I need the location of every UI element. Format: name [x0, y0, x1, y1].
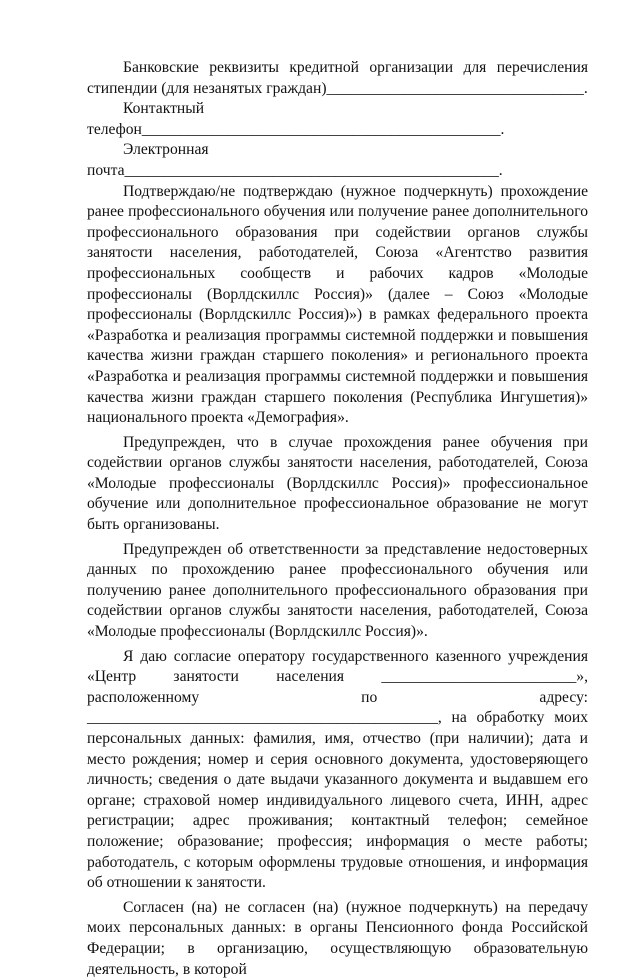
- contact-phone-line: Контактный телефон______________________________________________.: [87, 100, 505, 138]
- bank-details-line: Банковские реквизиты кредитной организации для перечисления стипендии (для незанятых граждан)_________________________________.: [87, 59, 588, 97]
- responsibility-paragraph: Предупрежден об ответственности за представление недостоверных данных по прохождению ранее профессионального обучения или получению ранее дополнительного профессионального образования при содействии органов службы занятости населения, работодателей, Союза «Молодые профессионалы (Ворлдскиллс Россия)».: [87, 540, 588, 641]
- consent-paragraph: Я даю согласие оператору государственного казенного учреждения «Центр занятости населения _________________________», расположенному по адресу: _____________________________________________, на обработку моих персональных данных: фамилия, имя, отчество (при наличии); дата и место рождения; номер и серия основного документа, удостоверяющего личность; сведения о дате выдачи указанного документа и выдавшем его органе; страховой номер индивидуального лицевого счета, ИНН, адрес регистрации; адрес проживания; контактный телефон; семейное положение; образование; профессия; информация о месте работы; работодатель, с которым оформлены трудовые отношения, и информация об отношении к занятости.: [87, 647, 588, 892]
- data-transfer-paragraph: Согласен (на) не согласен (на) (нужное подчеркнуть) на передачу моих персональных данных: в органы Пенсионного фонда Российской Федерации; в организацию, осуществляющую образовательную деятельность, в которой: [87, 898, 588, 978]
- warning-paragraph: Предупрежден, что в случае прохождения ранее обучения при содействии органов службы занятости населения, работодателей, Союза «Молодые профессионалы (Ворлдскиллс Россия)» профессиональное обучение или дополнительное профессиональное образование не могут быть организованы.: [87, 433, 588, 534]
- email-line: Электронная почта________________________________________________.: [87, 141, 503, 179]
- confirmation-paragraph: Подтверждаю/не подтверждаю (нужное подчеркнуть) прохождение ранее профессионального обучения или получение ранее дополнительного профессионального образования при содействии органов службы занятости населения, работодателей, Союза «Агентство развития профессиональных сообществ и рабочих кадров «Молодые профессионалы (Ворлдскиллс Россия)» (далее – Союз «Молодые профессионалы (Ворлдскиллс Россия)») в рамках федерального проекта «Разработка и реализация программы системной поддержки и повышения качества жизни граждан старшего поколения» и регионального проекта «Разработка и реализация программы системной поддержки и повышения качества жизни граждан старшего поколения (Республика Ингушетия)» национального проекта «Демография».: [87, 182, 588, 427]
